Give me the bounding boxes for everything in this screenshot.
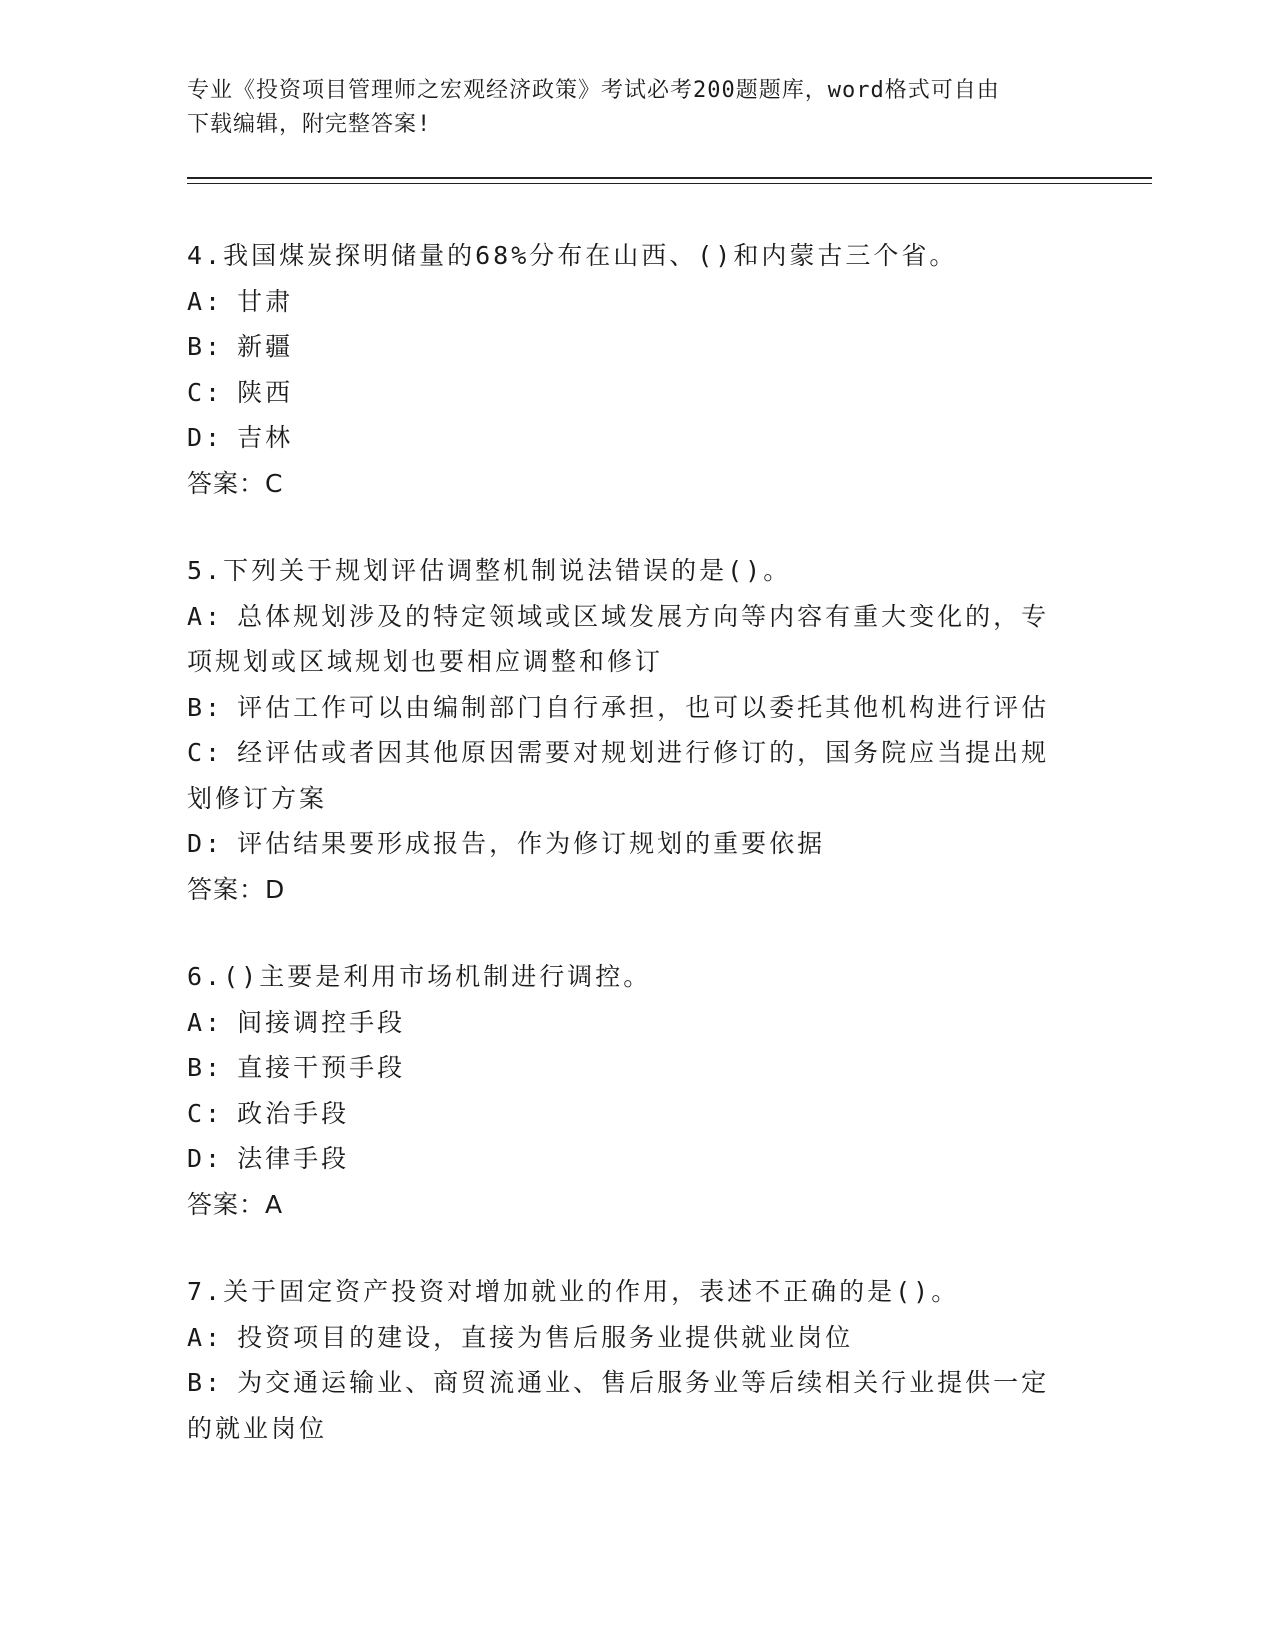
option-text: 总体规划涉及的特定领域或区域发展方向等内容有重大变化的，专项规划或区域规划也要相应调整和修订 (187, 601, 1050, 676)
option-a (187, 1000, 1067, 1046)
question-stem: 5.下列关于规划评估调整机制说法错误的是()。 (187, 556, 792, 585)
option-key: B: (187, 692, 224, 722)
option-key: D: (187, 1144, 224, 1173)
question-stem: 4.我国煤炭探明储量的68%分布在山西、()和内蒙古三个省。 (187, 241, 958, 270)
option-key: A: (187, 286, 224, 316)
option-text: 直接干预手段 (237, 1053, 406, 1082)
question-list (187, 233, 1067, 1493)
option-key: B: (187, 332, 224, 361)
option-text: 新疆 (237, 332, 294, 361)
option-key: D: (187, 423, 224, 452)
option-key: C: (187, 738, 224, 767)
option-d (187, 415, 1067, 461)
document-header (187, 74, 1087, 142)
option-c (187, 730, 1067, 821)
option-c (187, 1091, 1067, 1137)
option-key: B: (187, 1368, 224, 1397)
option-text: 陕西 (237, 377, 294, 407)
question-6 (187, 954, 1067, 1227)
option-text: 吉林 (237, 423, 294, 452)
option-a (187, 594, 1067, 685)
header-divider (187, 177, 1152, 179)
question-stem: 7.关于固定资产投资对增加就业的作用，表述不正确的是()。 (187, 1277, 960, 1306)
option-text: 甘肃 (237, 286, 294, 316)
question-stem: 6.()主要是利用市场机制进行调控。 (187, 962, 652, 991)
option-text: 评估工作可以由编制部门自行承担，也可以委托其他机构进行评估 (237, 692, 1050, 722)
option-d (187, 821, 1067, 867)
option-b (187, 1045, 1067, 1091)
option-text: 评估结果要形成报告，作为修订规划的重要依据 (237, 829, 826, 858)
option-key: A: (187, 601, 224, 631)
option-b (187, 324, 1067, 370)
header-divider-thin (187, 183, 1152, 184)
option-b (187, 685, 1067, 731)
option-text: 为交通运输业、商贸流通业、售后服务业等后续相关行业提供一定的就业岗位 (187, 1368, 1050, 1443)
header-line-1: 专业《投资项目管理师之宏观经济政策》考试必考200题题库，word格式可自由 (187, 78, 1000, 103)
question-7 (187, 1269, 1067, 1451)
question-5 (187, 548, 1067, 912)
answer-line: 答案：D (187, 874, 286, 904)
answer-line: 答案：C (187, 468, 284, 498)
option-c (187, 370, 1067, 416)
question-4 (187, 233, 1067, 506)
option-text: 法律手段 (237, 1144, 350, 1173)
option-a (187, 1315, 1067, 1361)
option-key: A: (187, 1322, 224, 1352)
option-text: 间接调控手段 (237, 1007, 406, 1037)
option-text: 政治手段 (237, 1098, 350, 1128)
option-b (187, 1360, 1067, 1451)
answer-line: 答案：A (187, 1189, 284, 1219)
option-key: C: (187, 377, 224, 407)
option-key: B: (187, 1053, 224, 1082)
option-key: C: (187, 1098, 224, 1128)
option-d (187, 1136, 1067, 1182)
option-text: 投资项目的建设，直接为售后服务业提供就业岗位 (237, 1322, 854, 1352)
option-key: A: (187, 1007, 224, 1037)
option-key: D: (187, 829, 224, 858)
option-a (187, 279, 1067, 325)
header-line-2: 下载编辑，附完整答案! (187, 112, 432, 137)
option-text: 经评估或者因其他原因需要对规划进行修订的，国务院应当提出规划修订方案 (187, 738, 1050, 813)
